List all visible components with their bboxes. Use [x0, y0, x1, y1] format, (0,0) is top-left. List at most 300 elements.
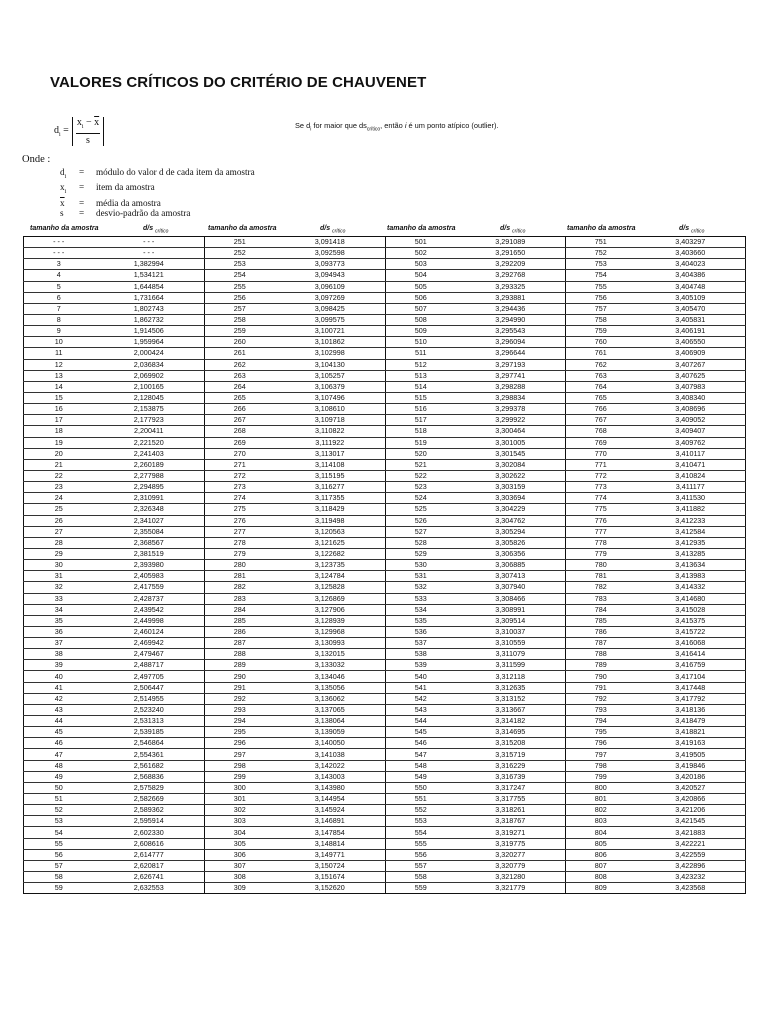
cell-sample-size: 799 — [566, 771, 636, 782]
cell-sample-size: 774 — [566, 493, 636, 504]
cell-ds-critical: 3,410117 — [636, 448, 746, 459]
cell-ds-critical: 2,036834 — [94, 359, 205, 370]
cell-ds-critical: 3,407267 — [636, 359, 746, 370]
cell-sample-size: 504 — [386, 270, 456, 281]
cell-ds-critical: 2,460124 — [94, 626, 205, 637]
cell-ds-critical: 2,153875 — [94, 404, 205, 415]
cell-sample-size: 309 — [205, 883, 275, 894]
cell-sample-size: 302 — [205, 805, 275, 816]
cell-sample-size: 287 — [205, 638, 275, 649]
cell-sample-size: 763 — [566, 370, 636, 381]
cell-ds-critical: 3,320779 — [456, 860, 566, 871]
cell-ds-critical: 3,422221 — [636, 838, 746, 849]
table-row — [24, 615, 746, 626]
cell-ds-critical: 1,802743 — [94, 303, 205, 314]
cell-sample-size: 777 — [566, 526, 636, 537]
header-sample-size — [30, 225, 98, 232]
cell-sample-size: 795 — [566, 727, 636, 738]
cell-sample-size: 30 — [24, 560, 94, 571]
header-label: d/s — [143, 225, 156, 232]
page-title: VALORES CRÍTICOS DO CRITÉRIO DE CHAUVENET — [50, 74, 427, 91]
definition-row — [60, 167, 255, 182]
cell-ds-critical: 3,108610 — [275, 404, 386, 415]
cell-sample-size: 770 — [566, 448, 636, 459]
cell-sample-size: 10 — [24, 337, 94, 348]
cell-ds-critical: 3,412233 — [636, 515, 746, 526]
cell-sample-size: 272 — [205, 470, 275, 481]
cell-ds-critical: 2,221520 — [94, 437, 205, 448]
cell-ds-critical: 3,314182 — [456, 716, 566, 727]
cell-sample-size: 283 — [205, 593, 275, 604]
cell-ds-critical: 2,341027 — [94, 515, 205, 526]
cell-sample-size: 555 — [386, 838, 456, 849]
cell-ds-critical: 3,302084 — [456, 459, 566, 470]
cell-ds-critical: 2,177923 — [94, 415, 205, 426]
cell-sample-size: 549 — [386, 771, 456, 782]
cell-sample-size: 761 — [566, 348, 636, 359]
cell-sample-size: 521 — [386, 459, 456, 470]
cell-sample-size: 22 — [24, 470, 94, 481]
header-subscript: crítico — [155, 228, 169, 235]
cell-ds-critical: 3,420866 — [636, 794, 746, 805]
onde-label: Onde : — [22, 154, 51, 165]
cell-ds-critical: 3,319271 — [456, 827, 566, 838]
definition-text: média da amostra — [96, 197, 161, 208]
header-label: tamanho da amostra — [208, 225, 277, 232]
cell-sample-size: 781 — [566, 571, 636, 582]
cell-sample-size: 552 — [386, 805, 456, 816]
table-row — [24, 237, 746, 248]
table-row — [24, 604, 746, 615]
cell-ds-critical: 3,297193 — [456, 359, 566, 370]
cell-sample-size: 277 — [205, 526, 275, 537]
cell-ds-critical: 3,141038 — [275, 749, 386, 760]
cell-ds-critical: 2,449998 — [94, 615, 205, 626]
cell-sample-size: 528 — [386, 537, 456, 548]
cell-ds-critical: 3,412935 — [636, 537, 746, 548]
cell-ds-critical: 3,305826 — [456, 537, 566, 548]
cell-sample-size: 286 — [205, 626, 275, 637]
header-sample-size — [387, 225, 455, 232]
header-label: d/s — [320, 225, 333, 232]
cell-ds-critical: 2,506447 — [94, 682, 205, 693]
cell-sample-size: 33 — [24, 593, 94, 604]
cell-ds-critical: 3,419846 — [636, 760, 746, 771]
cell-sample-size: 42 — [24, 693, 94, 704]
cell-sample-size: 50 — [24, 782, 94, 793]
header-sample-size — [208, 225, 276, 232]
definition-symbol-letter: $\overline{x}$ — [60, 197, 65, 208]
cell-sample-size: 511 — [386, 348, 456, 359]
cell-sample-size: 515 — [386, 392, 456, 403]
cell-ds-critical: 2,368567 — [94, 537, 205, 548]
cell-ds-critical: 3,304229 — [456, 504, 566, 515]
cell-sample-size: 6 — [24, 292, 94, 303]
definition-equals: = — [79, 208, 85, 219]
cell-ds-critical: 3,291650 — [456, 248, 566, 259]
cell-ds-critical: 3,409052 — [636, 415, 746, 426]
table-row — [24, 816, 746, 827]
table-row — [24, 693, 746, 704]
cell-ds-critical: 3,142022 — [275, 760, 386, 771]
cell-ds-critical: 2,000424 — [94, 348, 205, 359]
cell-ds-critical: 3,125828 — [275, 582, 386, 593]
cell-sample-size: 538 — [386, 649, 456, 660]
cell-sample-size: 517 — [386, 415, 456, 426]
definition-symbol — [60, 198, 79, 209]
cell-sample-size: 551 — [386, 794, 456, 805]
cell-ds-critical: 3,321280 — [456, 872, 566, 883]
cell-ds-critical: 3,403660 — [636, 248, 746, 259]
table-row — [24, 426, 746, 437]
cell-sample-size: 547 — [386, 749, 456, 760]
table-row — [24, 448, 746, 459]
cell-ds-critical: 2,260189 — [94, 459, 205, 470]
cell-sample-size: 767 — [566, 415, 636, 426]
definition-row — [60, 182, 255, 197]
cell-sample-size: 48 — [24, 760, 94, 771]
cell-ds-critical: 3,420527 — [636, 782, 746, 793]
cell-sample-size: 522 — [386, 470, 456, 481]
header-sample-size — [567, 225, 635, 232]
header-label: d/s — [500, 225, 513, 232]
cell-ds-critical: 3,129968 — [275, 626, 386, 637]
cell-ds-critical: 2,546864 — [94, 738, 205, 749]
cell-ds-critical: 3,306356 — [456, 548, 566, 559]
cell-ds-critical: 3,121625 — [275, 537, 386, 548]
cell-sample-size: 45 — [24, 727, 94, 738]
cell-ds-critical: 2,241403 — [94, 448, 205, 459]
cell-ds-critical: 3,422896 — [636, 860, 746, 871]
note-sub-1: i — [310, 126, 312, 133]
cell-sample-size: 289 — [205, 660, 275, 671]
table-row — [24, 827, 746, 838]
cell-sample-size: 39 — [24, 660, 94, 671]
cell-sample-size: 3 — [24, 259, 94, 270]
cell-ds-critical: 3,404023 — [636, 259, 746, 270]
cell-ds-critical: 3,113017 — [275, 448, 386, 459]
definition-equals: = — [79, 182, 85, 193]
cell-sample-size: 509 — [386, 326, 456, 337]
cell-sample-size: 31 — [24, 571, 94, 582]
cell-sample-size: 805 — [566, 838, 636, 849]
cell-ds-critical: 2,310991 — [94, 493, 205, 504]
cell-ds-critical: 1,862732 — [94, 314, 205, 325]
cell-ds-critical: 3,418136 — [636, 704, 746, 715]
cell-sample-size: 291 — [205, 682, 275, 693]
cell-sample-size: 794 — [566, 716, 636, 727]
cell-sample-size: 524 — [386, 493, 456, 504]
table-row — [24, 571, 746, 582]
cell-ds-critical: 3,291089 — [456, 237, 566, 248]
table-row — [24, 548, 746, 559]
header-ds-critical — [320, 225, 345, 234]
cell-sample-size: 307 — [205, 860, 275, 871]
cell-ds-critical: 3,151674 — [275, 872, 386, 883]
cell-ds-critical: 2,294895 — [94, 482, 205, 493]
cell-sample-size: 304 — [205, 827, 275, 838]
cell-sample-size: 765 — [566, 392, 636, 403]
formula-equals: = — [63, 125, 69, 136]
cell-ds-critical: 3,102998 — [275, 348, 386, 359]
cell-ds-critical: 2,497705 — [94, 671, 205, 682]
table-row — [24, 760, 746, 771]
cell-ds-critical: 2,582669 — [94, 794, 205, 805]
cell-ds-critical: 3,406909 — [636, 348, 746, 359]
cell-ds-critical: 3,307413 — [456, 571, 566, 582]
cell-sample-size: 753 — [566, 259, 636, 270]
cell-sample-size: 32 — [24, 582, 94, 593]
cell-sample-size: 772 — [566, 470, 636, 481]
cell-sample-size: 17 — [24, 415, 94, 426]
table-row — [24, 638, 746, 649]
cell-ds-critical: 3,407983 — [636, 381, 746, 392]
cell-ds-critical: 3,115195 — [275, 470, 386, 481]
cell-sample-size: 261 — [205, 348, 275, 359]
cell-sample-size: 59 — [24, 883, 94, 894]
cell-sample-size: 800 — [566, 782, 636, 793]
definition-row — [60, 198, 255, 209]
cell-ds-critical: 3,104130 — [275, 359, 386, 370]
cell-sample-size: 38 — [24, 649, 94, 660]
cell-sample-size: 258 — [205, 314, 275, 325]
cell-ds-critical: 2,326348 — [94, 504, 205, 515]
cell-sample-size: 546 — [386, 738, 456, 749]
table-row — [24, 459, 746, 470]
cell-ds-critical: 2,614777 — [94, 849, 205, 860]
cell-sample-size: 293 — [205, 704, 275, 715]
cell-sample-size: 295 — [205, 727, 275, 738]
cell-ds-critical: 1,644854 — [94, 281, 205, 292]
cell-ds-critical: 3,126869 — [275, 593, 386, 604]
cell-ds-critical: 3,308991 — [456, 604, 566, 615]
cell-sample-size: 505 — [386, 281, 456, 292]
cell-sample-size: 755 — [566, 281, 636, 292]
cell-ds-critical: 3,098425 — [275, 303, 386, 314]
cell-sample-size: 801 — [566, 794, 636, 805]
cell-sample-size: 251 — [205, 237, 275, 248]
cell-ds-critical: 3,411177 — [636, 482, 746, 493]
cell-ds-critical: 3,404748 — [636, 281, 746, 292]
cell-sample-size: 292 — [205, 693, 275, 704]
cell-sample-size: 553 — [386, 816, 456, 827]
cell-ds-critical: 3,420186 — [636, 771, 746, 782]
cell-ds-critical: 3,411530 — [636, 493, 746, 504]
cell-ds-critical: 3,294990 — [456, 314, 566, 325]
table-row — [24, 370, 746, 381]
cell-sample-size: 300 — [205, 782, 275, 793]
cell-sample-size: 279 — [205, 548, 275, 559]
cell-ds-critical: 3,148814 — [275, 838, 386, 849]
header-label: tamanho da amostra — [30, 225, 99, 232]
cell-sample-size: 55 — [24, 838, 94, 849]
cell-sample-size: 537 — [386, 638, 456, 649]
cell-sample-size: 58 — [24, 872, 94, 883]
table-row — [24, 470, 746, 481]
cell-ds-critical: 3,101862 — [275, 337, 386, 348]
cell-ds-critical: 3,414680 — [636, 593, 746, 604]
cell-sample-size: 556 — [386, 849, 456, 860]
cell-ds-critical: - - - — [94, 248, 205, 259]
cell-sample-size: 21 — [24, 459, 94, 470]
cell-sample-size: 803 — [566, 816, 636, 827]
cell-ds-critical: 3,306885 — [456, 560, 566, 571]
cell-ds-critical: 3,418821 — [636, 727, 746, 738]
table-row — [24, 860, 746, 871]
cell-sample-size: 11 — [24, 348, 94, 359]
cell-ds-critical: 2,561682 — [94, 760, 205, 771]
cell-sample-size: 523 — [386, 482, 456, 493]
cell-ds-critical: 3,406550 — [636, 337, 746, 348]
cell-ds-critical: 3,405470 — [636, 303, 746, 314]
cell-ds-critical: 2,381519 — [94, 548, 205, 559]
cell-ds-critical: 3,314695 — [456, 727, 566, 738]
cell-sample-size: 786 — [566, 626, 636, 637]
table-row — [24, 482, 746, 493]
cell-sample-size: 533 — [386, 593, 456, 604]
cell-sample-size: 758 — [566, 314, 636, 325]
cell-sample-size: 284 — [205, 604, 275, 615]
cell-ds-critical: 3,418479 — [636, 716, 746, 727]
cell-sample-size: 507 — [386, 303, 456, 314]
definitions-list — [60, 167, 255, 219]
cell-sample-size: 29 — [24, 548, 94, 559]
cell-ds-critical: 2,626741 — [94, 872, 205, 883]
cell-sample-size: 34 — [24, 604, 94, 615]
cell-ds-critical: 3,138064 — [275, 716, 386, 727]
cell-sample-size: 26 — [24, 515, 94, 526]
table-row — [24, 660, 746, 671]
cell-ds-critical: 3,419163 — [636, 738, 746, 749]
cell-ds-critical: 1,731664 — [94, 292, 205, 303]
table-row — [24, 849, 746, 860]
cell-sample-size: 513 — [386, 370, 456, 381]
cell-ds-critical: 3,410471 — [636, 459, 746, 470]
cell-sample-size: 519 — [386, 437, 456, 448]
formula-lhs — [54, 125, 69, 138]
cell-ds-critical: 2,608616 — [94, 838, 205, 849]
cell-ds-critical: 3,415028 — [636, 604, 746, 615]
cell-ds-critical: 3,292768 — [456, 270, 566, 281]
table-row — [24, 259, 746, 270]
table-row — [24, 314, 746, 325]
cell-ds-critical: 3,300464 — [456, 426, 566, 437]
cell-ds-critical: 3,097269 — [275, 292, 386, 303]
cell-sample-size: 14 — [24, 381, 94, 392]
definition-row — [60, 208, 255, 219]
cell-ds-critical: 3,092598 — [275, 248, 386, 259]
cell-ds-critical: 3,293881 — [456, 292, 566, 303]
cell-sample-size: 531 — [386, 571, 456, 582]
formula-mean: $\overline{x}$ — [94, 117, 100, 128]
cell-ds-critical: 3,144954 — [275, 794, 386, 805]
header-ds-critical — [500, 225, 525, 234]
cell-sample-size: 536 — [386, 626, 456, 637]
cell-sample-size: 775 — [566, 504, 636, 515]
cell-ds-critical: 2,514955 — [94, 693, 205, 704]
cell-sample-size: 779 — [566, 548, 636, 559]
cell-sample-size: 35 — [24, 615, 94, 626]
cell-ds-critical: 2,393980 — [94, 560, 205, 571]
cell-sample-size: 557 — [386, 860, 456, 871]
cell-sample-size: 265 — [205, 392, 275, 403]
table-row — [24, 515, 746, 526]
cell-ds-critical: 3,292209 — [456, 259, 566, 270]
cell-ds-critical: 3,411882 — [636, 504, 746, 515]
cell-ds-critical: 3,416759 — [636, 660, 746, 671]
cell-ds-critical: 3,312118 — [456, 671, 566, 682]
cell-sample-size: 7 — [24, 303, 94, 314]
table-row — [24, 716, 746, 727]
table-row — [24, 560, 746, 571]
cell-ds-critical: 3,404386 — [636, 270, 746, 281]
cell-sample-size: 798 — [566, 760, 636, 771]
cell-ds-critical: 2,355084 — [94, 526, 205, 537]
cell-sample-size: 535 — [386, 615, 456, 626]
cell-ds-critical: 3,417104 — [636, 671, 746, 682]
cell-sample-size: 771 — [566, 459, 636, 470]
cell-ds-critical: 3,109718 — [275, 415, 386, 426]
cell-sample-size: 305 — [205, 838, 275, 849]
cell-sample-size: 768 — [566, 426, 636, 437]
cell-ds-critical: 3,149771 — [275, 849, 386, 860]
cell-ds-critical: 3,417448 — [636, 682, 746, 693]
cell-ds-critical: 2,439542 — [94, 604, 205, 615]
cell-sample-size: 270 — [205, 448, 275, 459]
cell-ds-critical: 2,554361 — [94, 749, 205, 760]
formula-lhs-symbol: d — [54, 125, 59, 136]
cell-sample-size: 308 — [205, 872, 275, 883]
table-row — [24, 883, 746, 894]
cell-sample-size: 36 — [24, 626, 94, 637]
cell-sample-size: 541 — [386, 682, 456, 693]
cell-ds-critical: 3,409762 — [636, 437, 746, 448]
cell-ds-critical: 3,415722 — [636, 626, 746, 637]
cell-ds-critical: 3,295543 — [456, 326, 566, 337]
cell-ds-critical: 3,308466 — [456, 593, 566, 604]
cell-ds-critical: 3,416068 — [636, 638, 746, 649]
cell-ds-critical: 3,130993 — [275, 638, 386, 649]
cell-ds-critical: 3,294436 — [456, 303, 566, 314]
table-row — [24, 292, 746, 303]
table-row — [24, 303, 746, 314]
formula-numerator — [76, 117, 100, 134]
cell-ds-critical: 3,299378 — [456, 404, 566, 415]
cell-ds-critical: 3,296094 — [456, 337, 566, 348]
cell-ds-critical: 3,135056 — [275, 682, 386, 693]
cell-sample-size: 529 — [386, 548, 456, 559]
cell-sample-size: 790 — [566, 671, 636, 682]
cell-ds-critical: 2,488717 — [94, 660, 205, 671]
cell-ds-critical: 3,114108 — [275, 459, 386, 470]
cell-sample-size: 43 — [24, 704, 94, 715]
cell-sample-size: 252 — [205, 248, 275, 259]
definition-text: módulo do valor d de cada item da amostra — [96, 167, 255, 177]
cell-sample-size: 510 — [386, 337, 456, 348]
table-row — [24, 326, 746, 337]
cell-ds-critical: 3,407625 — [636, 370, 746, 381]
cell-sample-size: 542 — [386, 693, 456, 704]
cell-ds-critical: 3,317247 — [456, 782, 566, 793]
cell-ds-critical: 2,128045 — [94, 392, 205, 403]
cell-ds-critical: 2,595914 — [94, 816, 205, 827]
cell-sample-size: 791 — [566, 682, 636, 693]
cell-sample-size: 23 — [24, 482, 94, 493]
cell-sample-size: 46 — [24, 738, 94, 749]
definition-symbol-subscript: i — [64, 189, 67, 196]
definition-symbol-letter: x — [60, 182, 65, 193]
table-row — [24, 738, 746, 749]
